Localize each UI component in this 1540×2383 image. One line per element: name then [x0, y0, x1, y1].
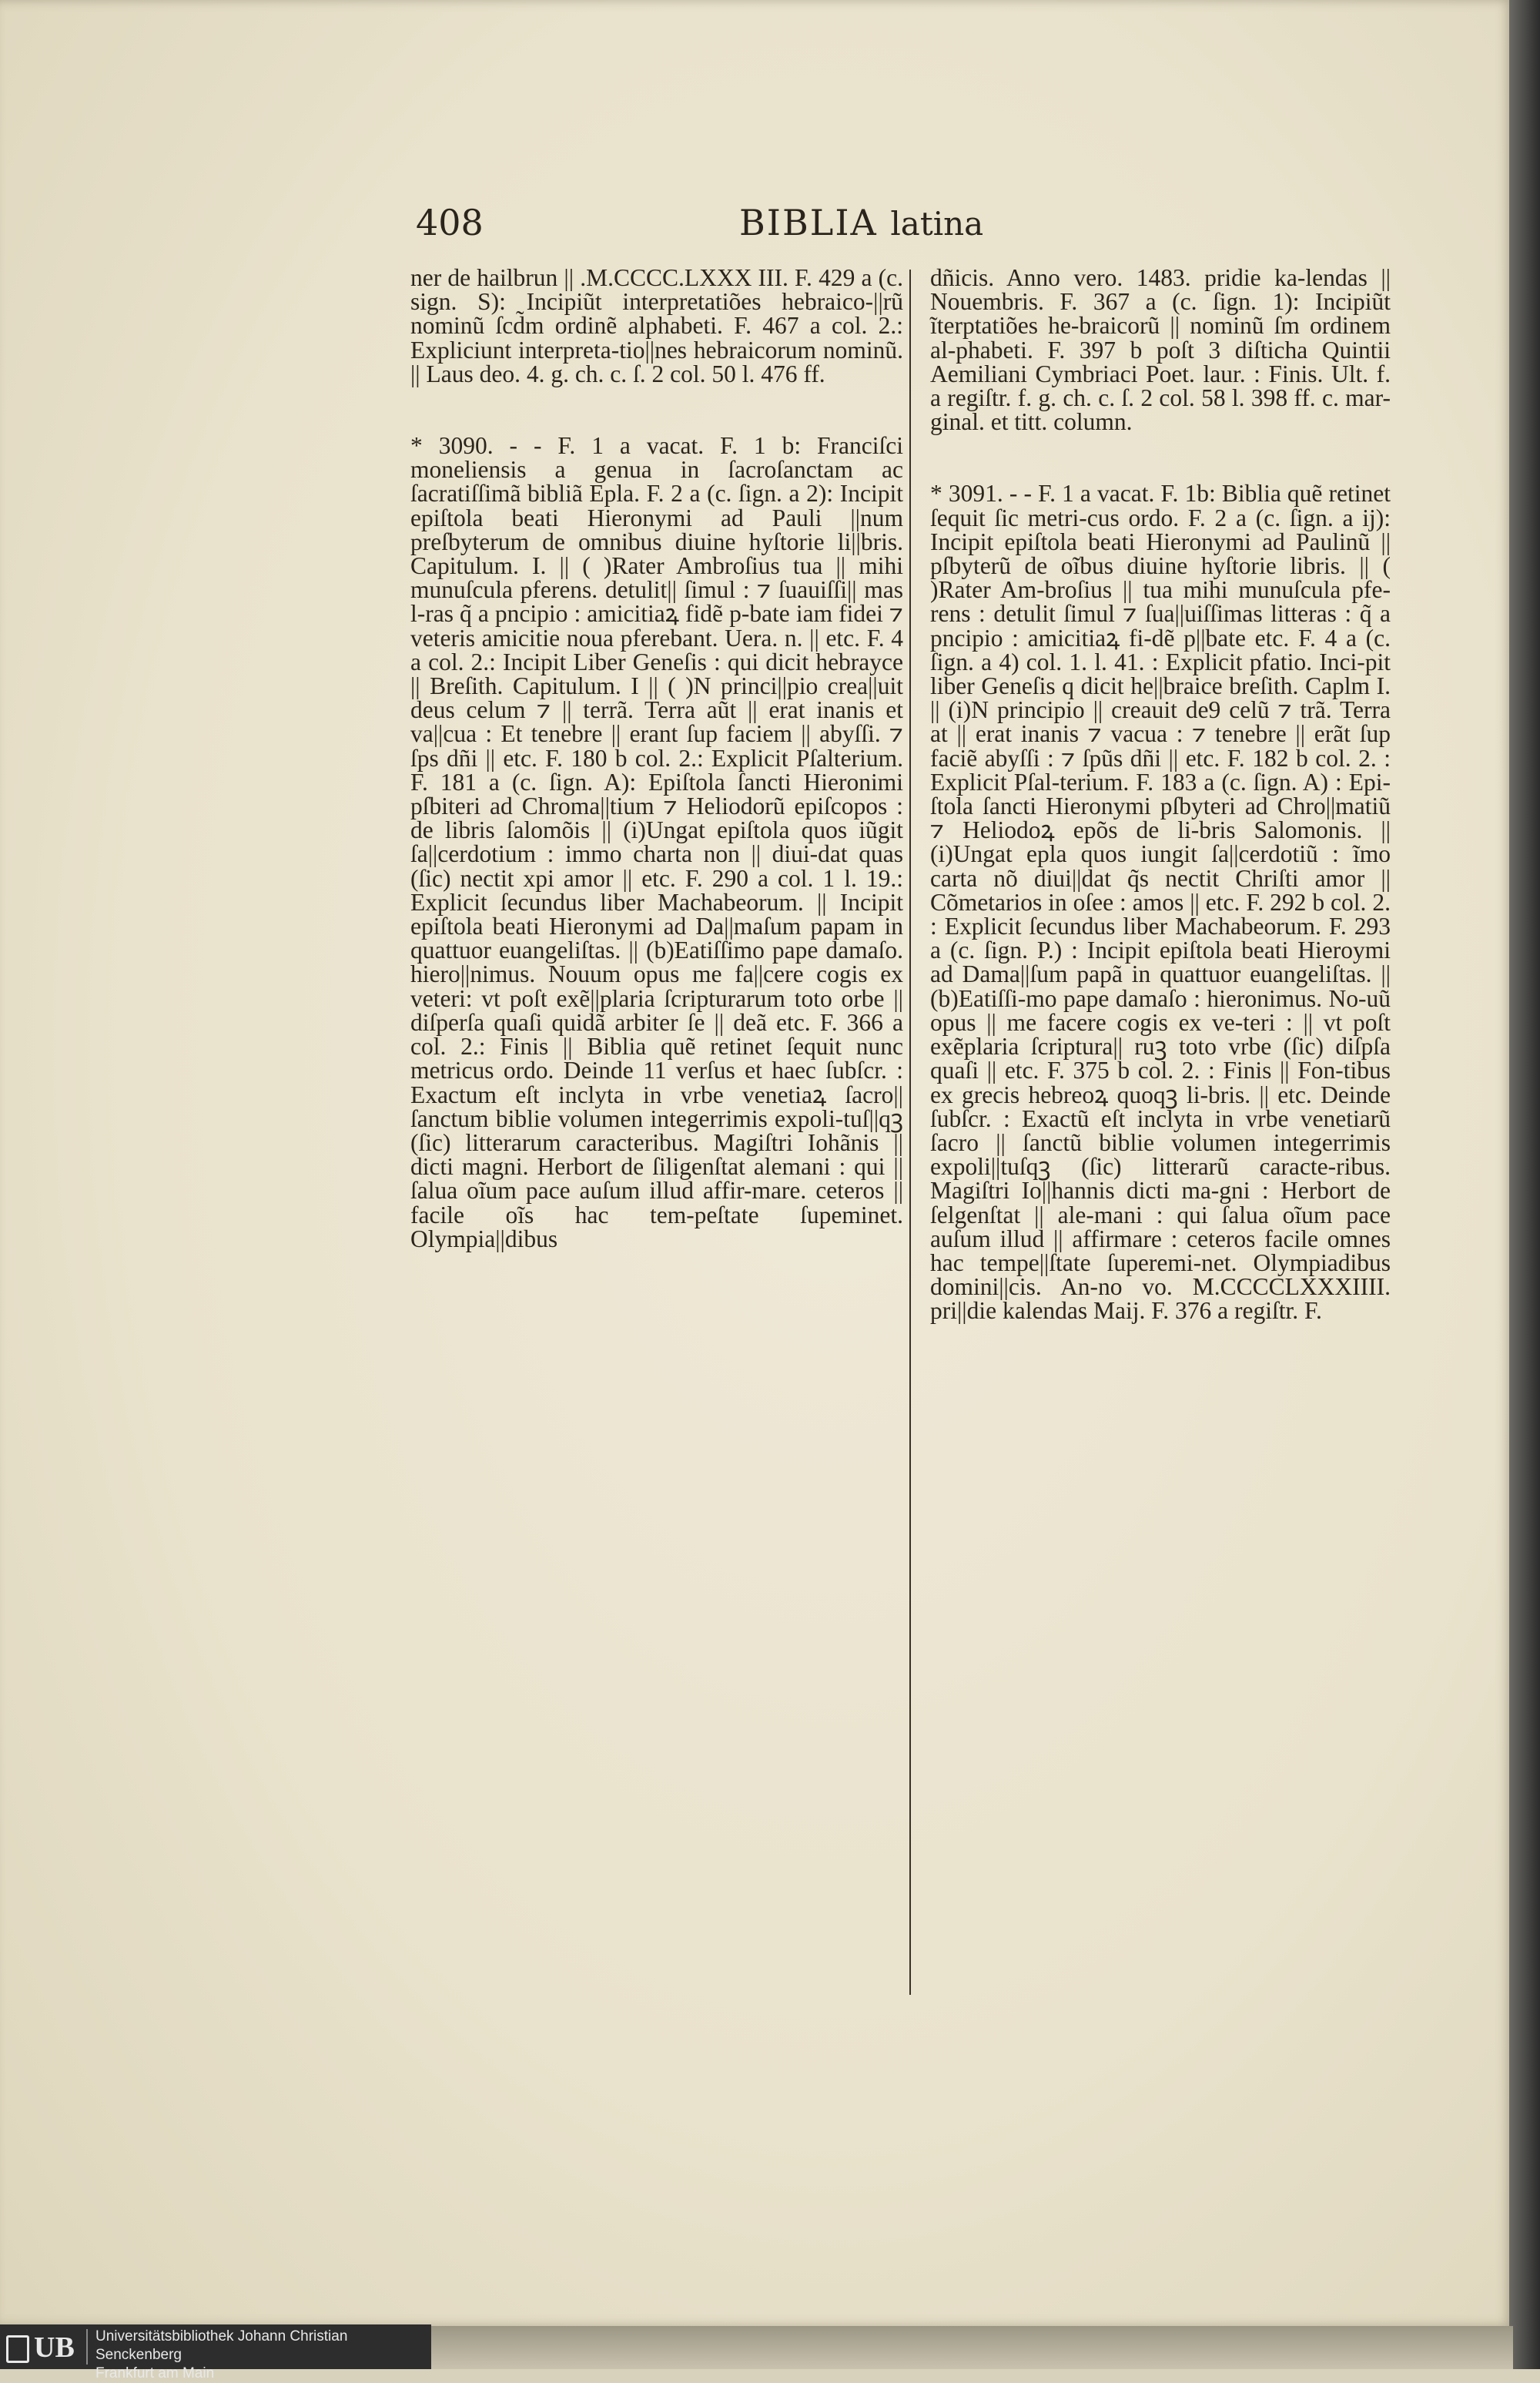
- library-name: [95, 2328, 431, 2383]
- left-entry-3090: * 3090. - - F. 1 a vacat. F. 1 b: Franciſci moneliensis a genua in ſacroſanctam ac ſacratiſſimã bibliã Epla. F. 2 a (c. ſign. a 2): Incipit epiſtola beati Hieronymi ad Pauli ||num preſbyterum de omnibus diuine hyſtorie li||bris. Capitulum. I. || ( )Rater Ambroſius tua || mihi munuſcula pferens. detulit|| ſimul : ⁊ ſuauiſſi|| mas l-ras q̃ a pncipio : amicitiaꝝ fidẽ p-bate iam fidei ⁊ veteris amicitie noua pferebant. Uera. n. || etc. F. 4 a col. 2.: Incipit Liber Geneſis : qui dicit hebrayce || Breſith. Capitulum. I || ( )N princi||pio crea||uit deus celum ⁊ || terrã. Terra aũt || erat inanis et va||cua : Et tenebre || erant ſup faciem || abyſſi. ⁊ ſps dñi || etc. F. 180 b col. 2.: Explicit Pſalterium. F. 181 a (c. ſign. A): Epiſtola ſancti Hieronimi pſbiteri ad Chroma||tium ⁊ Heliodorũ epiſcopos : de libris ſalomõis || (i)Ungat epiſtola quos iũgit ſa||cerdotium : immo charta non || diui-dat quas (ſic) nectit xpi amor || etc. F. 290 a col. 1 l. 19.: Explicit ſecundus liber Machabeorum. || Incipit epiſtola beati Hieronymi ad Da||maſum papam in quattuor euangeliſtas. || (b)Eatiſſimo pape damaſo. hiero||nimus. Nouum opus me fa||cere cogis ex veteri: vt poſt exẽ||plaria ſcripturarum toto orbe || diſperſa quaſi quidã arbiter ſe || deã etc. F. 366 a col. 2.: Finis || Biblia quẽ retinet ſequit nunc metricus ordo. Deinde 11 verſus et haec ſubſcr. : Exactum eſt inclyta in vrbe venetiaꝝ ſacro||ſanctum biblie volumen integerrimis expoli-tuſ||qꝫ (ſic) litterarum caracteribus. Magiſtri Iohãnis || dicti magni. Herbort de ſiligenſtat alemani : qui || ſalua oĩum pace auſum illud affir-mare. ceteros || facile oĩs hac tem-peſtate ſupeminet. Olympia||dibus: [410, 432, 903, 1252]
- column-divider: [909, 270, 911, 1995]
- left-entry-continuation: ner de hailbrun || .M.CCCC.LXXX III. F. 429 a (c. sign. S): Incipiũt interpretatiões hebraico-||rũ nominũ ſcd̃m ordinẽ alphabeti. F. 467 a col. 2.: Expliciunt interpreta-tio||nes hebraicorum nominũ. || Laus deo. 4. g. ch. c. ſ. 2 col. 50 l. 476 ff.: [410, 264, 903, 387]
- page-number: 408: [416, 202, 484, 243]
- library-name-line2: Frankfurt am Main: [95, 2365, 215, 2381]
- running-title: [739, 202, 983, 243]
- running-header: [416, 202, 1032, 248]
- right-column: [930, 266, 1391, 1323]
- right-entry-continuation: dñicis. Anno vero. 1483. pridie ka-lendas || Nouembris. F. 367 a (c. ſign. 1): Incipiũt ĩterptatiões he-braicorũ || nominũ ſm ordinem al-phabeti. F. 397 b poſt 3 diſticha Quintii Aemiliani Cymbriaci Poet. laur. : Finis. Ult. f. a regiſtr. f. g. ch. c. ſ. 2 col. 58 l. 398 ff. c. mar-ginal. et titt. column.: [930, 264, 1391, 436]
- running-title-main: BIBLIA: [739, 202, 878, 243]
- library-logo-icon: [0, 2329, 88, 2365]
- logo-mark-icon: [6, 2335, 29, 2363]
- running-title-sub: latina: [890, 205, 984, 243]
- scanner-edge: [1509, 0, 1540, 2369]
- library-footer: [0, 2324, 431, 2381]
- left-column: [410, 266, 903, 1251]
- library-name-line1: Universitätsbibliothek Johann Christian Senckenberg: [95, 2328, 348, 2363]
- right-entry-3091: * 3091. - - F. 1 a vacat. F. 1b: Biblia quẽ retinet ſequit ſic metri-cus ordo. F. 2 a (c. ſign. a ij): Incipit epiſtola beati Hieronymi ad Paulinũ || pſbyterũ de oĩbus diuine hyſtorie libris. || ( )Rater Am-broſius || tua mihi munuſcula pfe-rens : detulit ſimul ⁊ ſua||uiſſimas litteras : q̃ a pncipio : amicitiaꝝ fi-dẽ p||bate etc. F. 4 a (c. ſign. a 4) col. 1. l. 41. : Explicit pfatio. Inci-pit liber Geneſis q dicit he||braice breſith. Caplm I. || (i)N principio || creauit de9 celũ ⁊ trã. Terra at || erat inanis ⁊ vacua : ⁊ tenebre || erãt ſup faciẽ abyſſi : ⁊ ſpũs dñi || etc. F. 182 b col. 2. : Explicit Pſal-terium. F. 183 a (c. ſign. A) : Epi-ſtola ſancti Hieronymi pſbyteri ad Chro||matiũ ⁊ Heliodoꝝ epõs de li-bris Salomonis. || (i)Ungat epla quos iungit ſa||cerdotiũ : ĩmo carta nõ diui||dat q̃s nectit Chriſti amor || Cõmetarios in oſee : amos || etc. F. 292 b col. 2. : Explicit ſecundus liber Machabeorum. F. 293 a (c. ſign. P.) : Incipit epiſtola beati Hieroymi ad Dama||ſum papã in quattuor euangeliſtas. || (b)Eatiſſi-mo pape damaſo : hieronimus. No-uũ opus || me facere cogis ex ve-teri : || vt poſt exẽplaria ſcriptura|| ruꝫ toto vrbe (ſic) diſpſa quaſi || etc. F. 375 b col. 2. : Finis || Fon-tibus ex grecis hebreoꝝ quoqꝫ li-bris. || etc. Deinde ſubſcr. : Exactũ eſt inclyta in vrbe venetiarũ ſacro || ſanctũ biblie volumen integerrimis expoli||tuſqꝫ (ſic) litterarũ caracte-ribus. Magiſtri Io||hannis dicti ma-gni : Herbort de ſelgenſtat || ale-mani : qui ſalua oĩum pace auſum illud || affirmare : ceteros facile omnes hac tempe||ſtate ſuperemi-net. Olympiadibus domini||cis. An-no vo. M.CCCCLXXXIIII. pri||die kalendas Maij. F. 376 a regiſtr. F.: [930, 480, 1391, 1325]
- logo-text: UB: [34, 2331, 75, 2364]
